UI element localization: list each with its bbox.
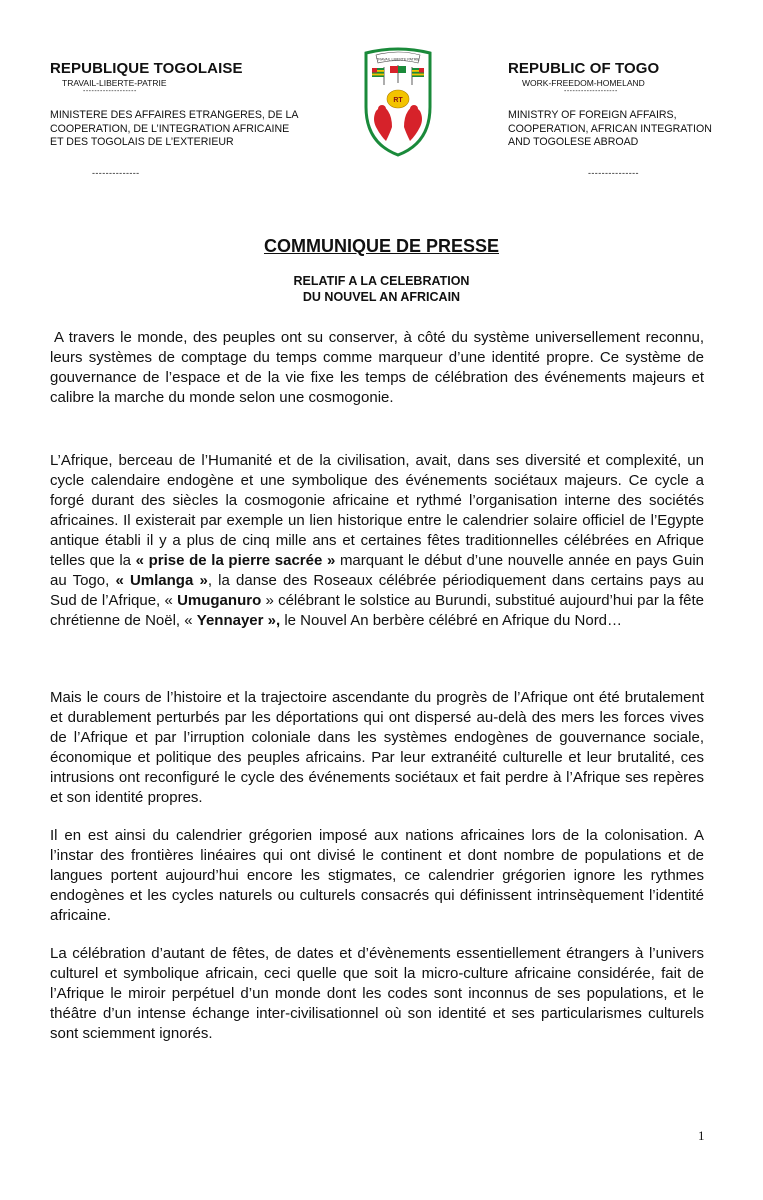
paragraph-4: Il en est ainsi du calendrier grégorien imposé aux nations africaines lors de la colonisation. A l’instar des frontières linéaires qui ont divisé le continent et dont nombre de populations et de langues portent aujourd’hui encore les stigmates, ce calendrier grégorien ignore les rythmes endogènes et les cycles naturels ou culturels consacrés qui définissent intrinsèquement l’identité africaine. <box>50 827 704 924</box>
ministry-line: COOPERATION, DE L’INTEGRATION AFRICAINE <box>50 122 290 135</box>
page-number: 1 <box>698 1128 705 1143</box>
paragraph-text: » célébrant le solstice au Burundi, substitué aujourd’hui par la fête chrétienne de Noël, « <box>50 592 705 629</box>
svg-text:TRAVAIL LIBERTE PATRIE: TRAVAIL LIBERTE PATRIE <box>376 57 420 62</box>
paragraph-1 <box>50 328 704 408</box>
paragraph-5: La célébration d’autant de fêtes, de dates et d’évènements essentiellement étrangers à l’univers culturel et symbolique africain, ceci quelle que soit la micro-culture africaine considérée, fait de l’Afrique le miroir perpétuel d’un monde dont les codes sont inconnus de ses populations, et le théâtre d’un intense échange inter-civilisationnel où son identité et ses particularismes culturels sont sciemment ignorés. <box>50 945 704 1042</box>
paragraph-text: L’Afrique, berceau de l’Humanité et de la civilisation, avait, dans ses diversité et complexité, un cycle calendaire endogène et une symbolique des événements sociétaux majeurs. Ce cycle a forgé durant des siècles la cosmogonie africaine et rythmé l’organisation interne des sociétés africaines. Il existerait par exemple un lien historique entre le calendrier solaire officiel de l’Egypte antique établi il y a plus de cinq mille ans et certaines fêtes traditionnelles célébrées en Afrique telles que la <box>50 452 704 569</box>
header-right-english <box>508 60 748 178</box>
svg-text:RT: RT <box>393 97 403 104</box>
bold-term: Umuganuro <box>177 592 262 609</box>
bold-term: « Umlanga » <box>115 572 208 589</box>
bold-term: « prise de la pierre sacrée » <box>135 552 336 569</box>
paragraph-2 <box>50 451 704 631</box>
country-name-en: REPUBLIC OF TOGO <box>508 60 660 77</box>
header-left-french <box>50 60 350 178</box>
separator-small: ------------------- <box>83 88 137 95</box>
subtitle-line: RELATIF A LA CELEBRATION <box>293 274 470 288</box>
paragraph-text: , la danse des Roseaux célébrée périodiquement dans certains pays au Sud de l’Afrique, « <box>50 572 704 609</box>
ministry-line: ET DES TOGOLAIS DE L’EXTERIEUR <box>50 136 234 148</box>
paragraph-text: A travers le monde, des peuples ont su conserver, à côté du système universellement reconnu, leurs systèmes de comptage du temps comme marqueur d’une identité propre. Ce système de gouvernance de l’espace et de la vie fixe les temps de célébration des événements majeurs et calibre la marche du monde selon une cosmogonie. <box>50 329 704 406</box>
ministry-line: COOPERATION, AFRICAN INTEGRATION <box>508 122 712 135</box>
separator-large: -------------- <box>92 167 140 178</box>
ministry-name-en <box>508 109 748 150</box>
bold-term: Yennayer », <box>196 612 281 629</box>
page-title: COMMUNIQUE DE PRESSE <box>263 236 500 256</box>
separator-large: --------------- <box>588 167 639 178</box>
country-name-fr: REPUBLIQUE TOGOLAISE <box>50 60 243 77</box>
coat-of-arms-emblem <box>362 47 434 157</box>
ministry-line: MINISTRY OF FOREIGN AFFAIRS, <box>508 109 677 121</box>
motto-en: WORK-FREEDOM-HOMELAND <box>522 78 645 88</box>
motto-fr: TRAVAIL-LIBERTE-PATRIE <box>62 78 167 88</box>
paragraph-text: marquant le début d’une nouvelle année en pays Guin au Togo, <box>50 552 704 589</box>
subtitle-line: DU NOUVEL AN AFRICAIN <box>302 290 461 304</box>
ministry-line: AND TOGOLESE ABROAD <box>508 136 639 148</box>
ministry-line: MINISTERE DES AFFAIRES ETRANGERES, DE LA <box>50 109 299 121</box>
separator-small: ------------------- <box>564 88 618 95</box>
ministry-name-fr <box>50 109 350 150</box>
paragraph-text: le Nouvel An berbère célébré en Afrique du Nord… <box>280 612 623 629</box>
page-subtitle <box>0 273 763 305</box>
paragraph-3: Mais le cours de l’histoire et la trajectoire ascendante du progrès de l’Afrique ont été brutalement et durablement perturbés par les déportations qui ont dispersé au-delà des mers les forces vives de l’Afrique et par l’irruption coloniale dans les systèmes endogènes de gouvernance sociale, économique et politique des peuples africains. Par leur extranéité culturelle et leur brutalité, ces intrusions ont reconfiguré le cycle des événements sociétaux et fait perdre à l’Afrique ses repères et son identité propres. <box>50 689 704 806</box>
